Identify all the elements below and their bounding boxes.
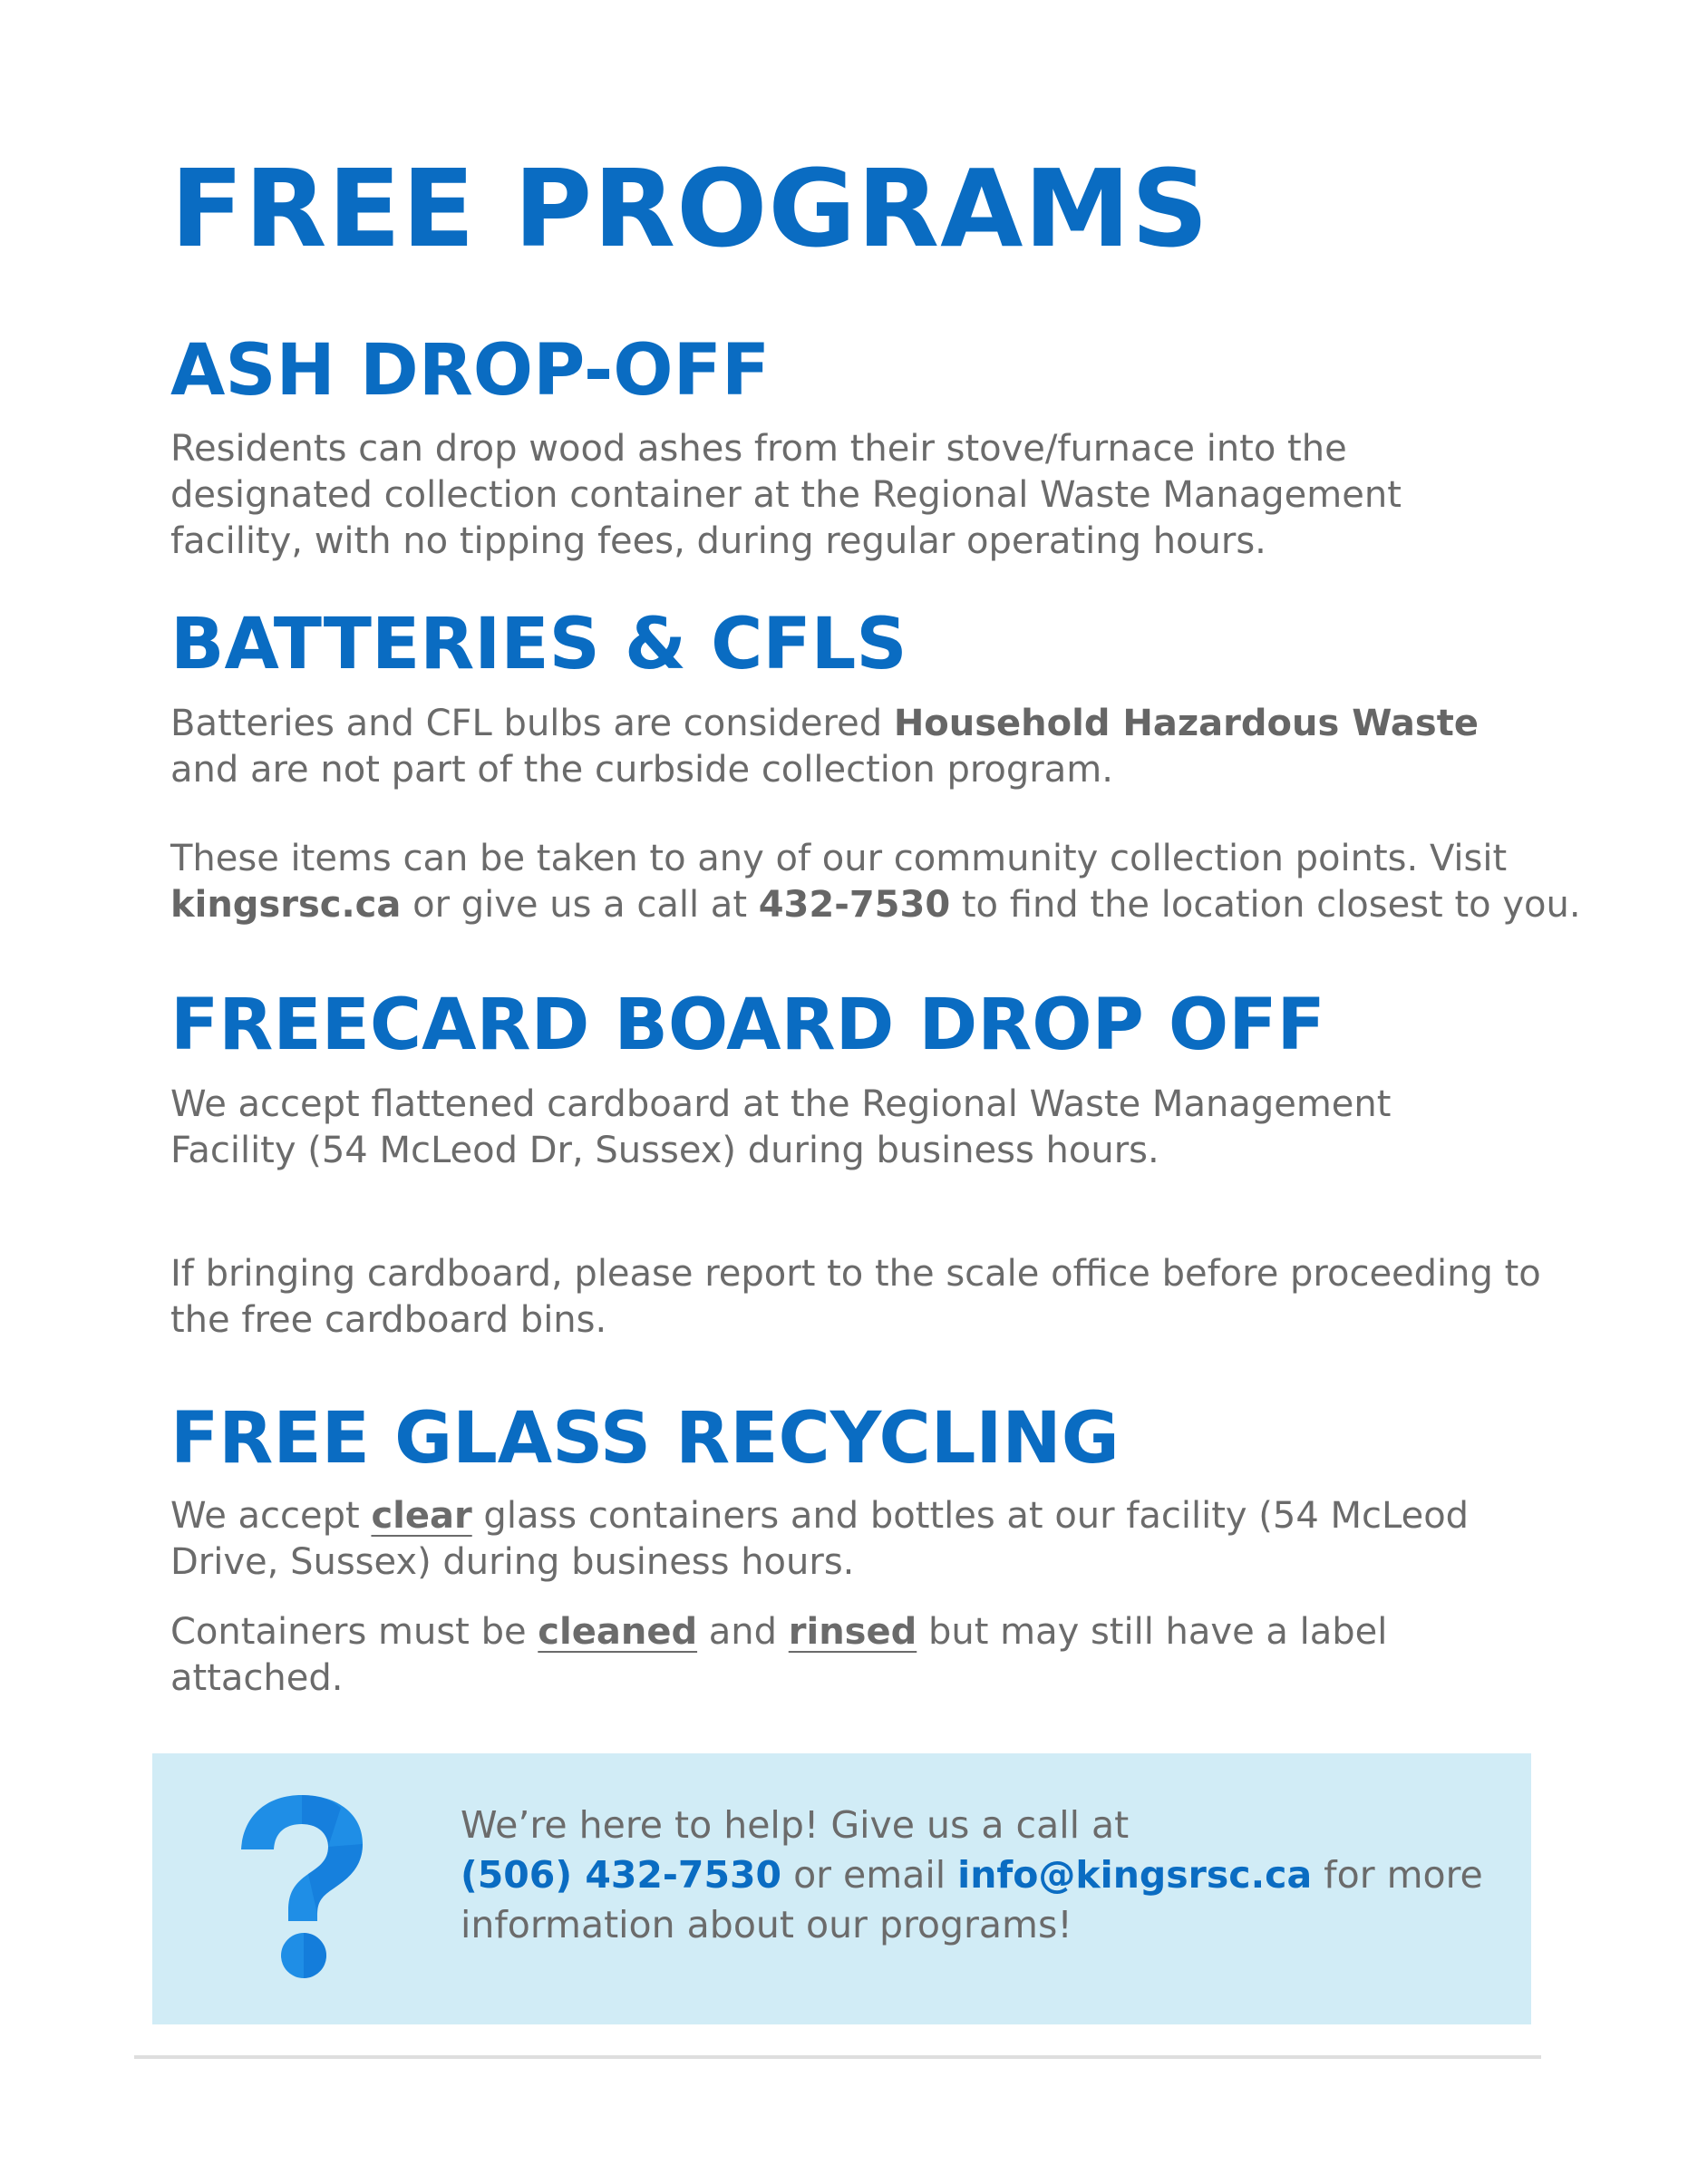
batteries-text: and are not part of the curbside collection program. xyxy=(170,749,1113,791)
ash-heading: ASH DROP-OFF xyxy=(170,330,771,412)
glass-paragraph-2 xyxy=(170,1609,1440,1702)
help-text-mid: or email xyxy=(781,1853,958,1897)
batteries-paragraph-1 xyxy=(170,701,1530,793)
help-line-1: We’re here to help! Give us a call at xyxy=(461,1803,1130,1847)
help-text-end: for more information about our programs! xyxy=(461,1853,1483,1946)
glass-text: but may still have a label attached. xyxy=(170,1611,1388,1699)
ash-body: Residents can drop wood ashes from their stove/furnace into the designated collection container at the Regional Waste Management facility, with no tipping fees, during regular operating hours. xyxy=(170,428,1402,562)
glass-paragraph-1 xyxy=(170,1493,1494,1586)
cardboard-heading: FREECARD BOARD DROP OFF xyxy=(170,985,1325,1066)
batteries-text: or give us a call at xyxy=(401,884,759,926)
help-text xyxy=(461,1801,1503,1950)
batteries-heading: BATTERIES & CFLS xyxy=(170,604,907,685)
rinsed-emphasis: rinsed xyxy=(788,1611,917,1653)
glass-text: and xyxy=(697,1611,789,1653)
phone-number[interactable]: 432-7530 xyxy=(758,884,951,926)
clear-emphasis: clear xyxy=(371,1495,472,1537)
cardboard-paragraph-2: If bringing cardboard, please report to the scale office before proceeding to the free cardboard bins. xyxy=(170,1253,1541,1341)
website-link[interactable]: kingsrsc.ca xyxy=(170,884,402,926)
batteries-text: Batteries and CFL bulbs are considered xyxy=(170,703,894,744)
glass-text: Containers must be xyxy=(170,1611,538,1653)
question-mark-icon xyxy=(234,1790,370,1985)
batteries-text: to find the location closest to you. xyxy=(950,884,1581,926)
glass-heading: FREE GLASS RECYCLING xyxy=(170,1398,1120,1480)
glass-text: glass containers and bottles at our facility (54 McLeod Drive, Sussex) during business hours. xyxy=(170,1495,1470,1583)
batteries-text: These items can be taken to any of our community collection points. Visit xyxy=(170,838,1508,879)
page-title: FREE PROGRAMS xyxy=(170,146,1209,271)
help-phone[interactable]: (506) 432-7530 xyxy=(461,1853,782,1897)
help-email[interactable]: info@kingsrsc.ca xyxy=(957,1853,1313,1897)
hazardous-waste-label: Household Hazardous Waste xyxy=(893,703,1479,744)
glass-text: We accept xyxy=(170,1495,372,1537)
cardboard-paragraph-1: We accept flattened cardboard at the Regional Waste Management Facility (54 McLeod Dr, Sussex) during business hours. xyxy=(170,1083,1392,1171)
bottom-divider xyxy=(134,2055,1541,2059)
batteries-paragraph-2 xyxy=(170,836,1585,928)
cleaned-emphasis: cleaned xyxy=(538,1611,698,1653)
